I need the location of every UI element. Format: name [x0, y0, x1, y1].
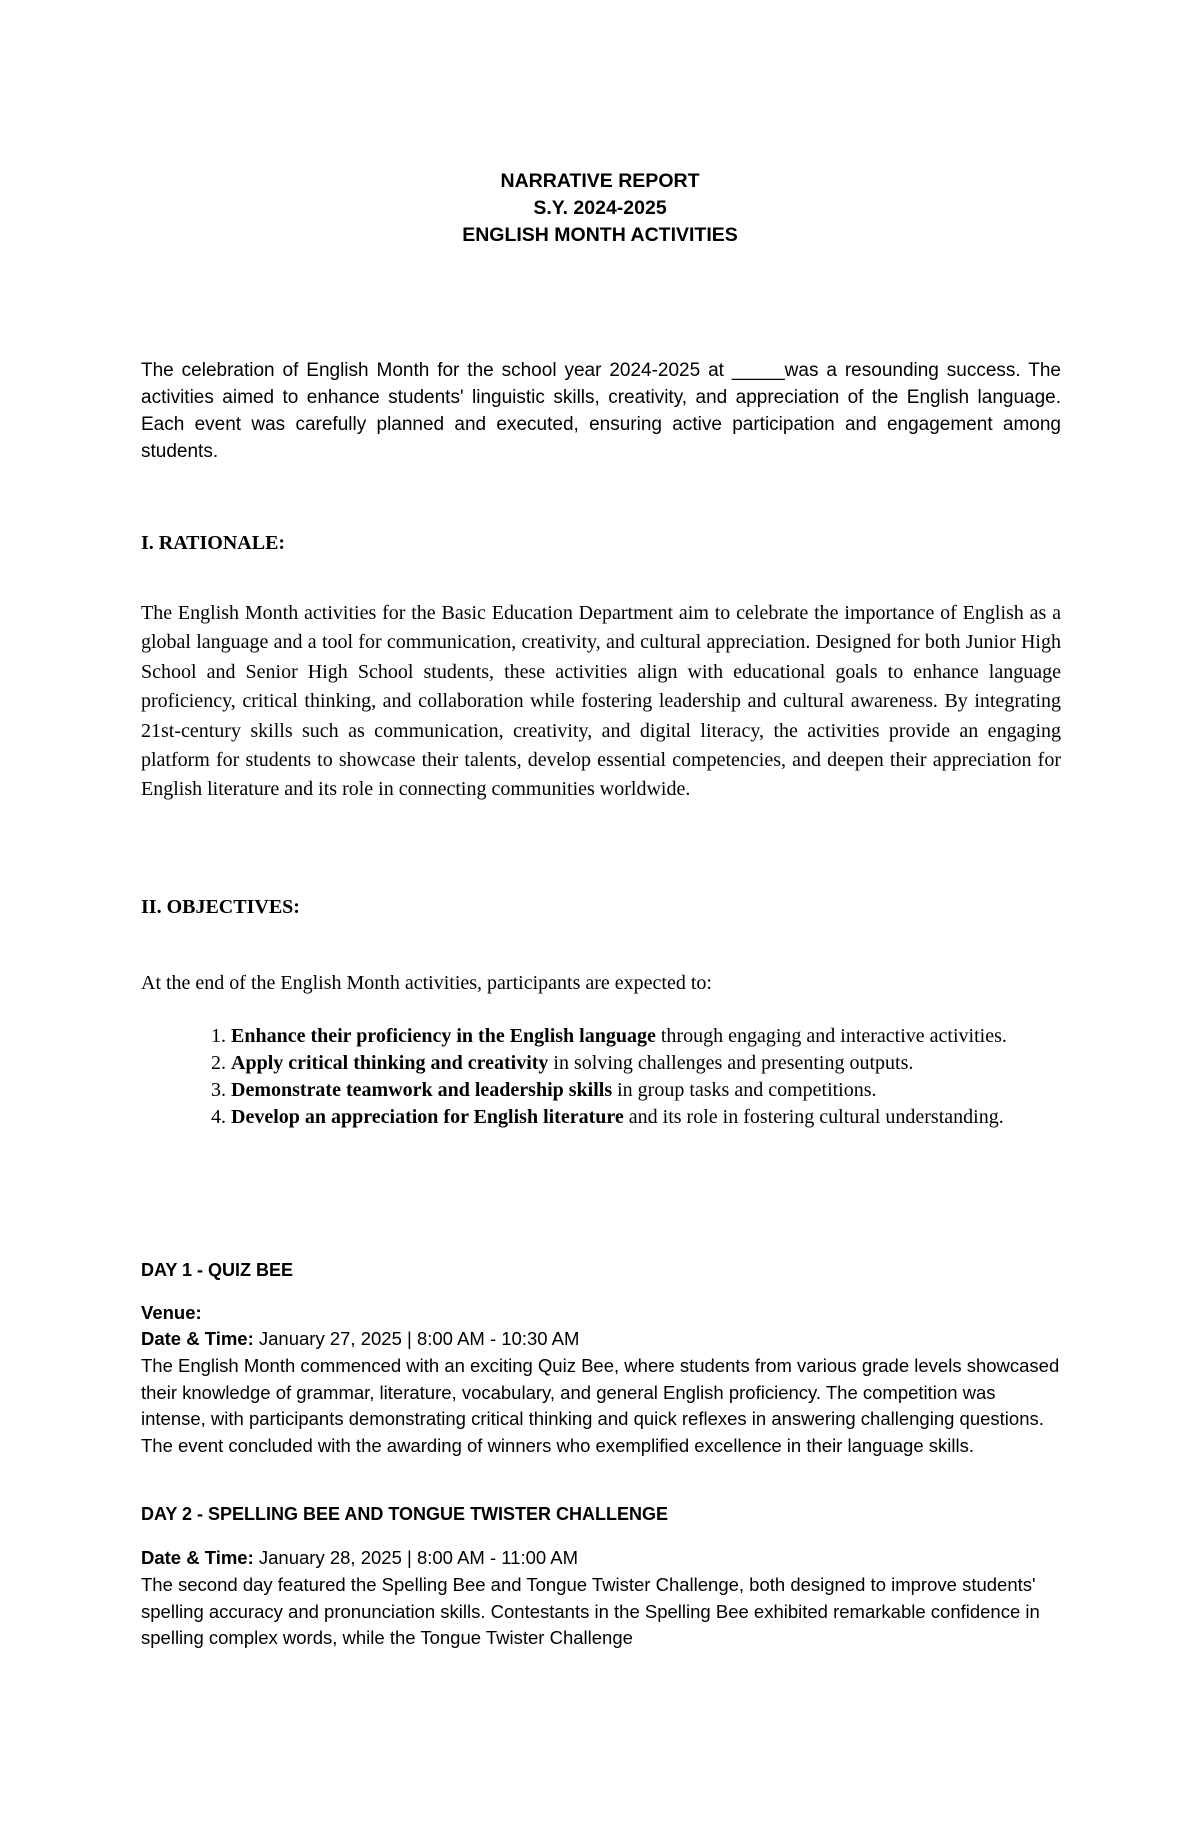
objective-number: 3.: [211, 1079, 231, 1101]
title-line-2: S.Y. 2024-2025: [533, 197, 667, 219]
day2-body: The second day featured the Spelling Bee and Tongue Twister Challenge, both designed to improve students' spelling accuracy and pronunciation skills. Contestants in the Spelling Bee exhibited remarkable confidence in spelling complex words, while the Tongue Twister Challenge: [141, 1574, 1040, 1648]
day1-datetime-label: Date & Time:: [141, 1328, 254, 1349]
objective-rest: in solving challenges and presenting outputs.: [548, 1052, 914, 1074]
objective-bold: Enhance their proficiency in the English language: [231, 1025, 656, 1047]
rationale-paragraph: The English Month activities for the Basic Education Department aim to celebrate the importance of English as a global language and a tool for communication, creativity, and cultural appreciation. Designed for both Junior High School and Senior High School students, these activities align with educational goals to enhance language proficiency, critical thinking, and collaboration while fostering leadership and cultural awareness. By integrating 21st-century skills such as communication, creativity, and digital literacy, the activities provide an engaging platform for students to showcase their talents, develop essential competencies, and deepen their appreciation for English literature and its role in connecting communities worldwide.: [141, 602, 1061, 801]
objective-bold: Demonstrate teamwork and leadership skills: [231, 1079, 613, 1101]
day1-venue-label: Venue:: [141, 1302, 202, 1323]
objective-bold: Apply critical thinking and creativity: [231, 1052, 549, 1074]
report-title: [0, 168, 1200, 249]
objective-rest: through engaging and interactive activities.: [655, 1025, 1007, 1047]
objective-number: 4.: [211, 1106, 231, 1128]
day1-datetime: [141, 1326, 579, 1353]
day2-datetime-value: January 28, 2025 | 8:00 AM - 11:00 AM: [253, 1547, 579, 1568]
rationale-heading: I. RATIONALE:: [141, 532, 286, 554]
objective-item: [211, 1050, 1061, 1077]
objective-number: 2.: [211, 1052, 231, 1074]
objective-number: 1.: [211, 1025, 231, 1047]
day1-datetime-value: January 27, 2025 | 8:00 AM - 10:30 AM: [253, 1328, 580, 1349]
day1-heading: DAY 1 - QUIZ BEE: [141, 1260, 294, 1280]
objective-rest: in group tasks and competitions.: [612, 1079, 877, 1101]
objective-bold: Develop an appreciation for English literature: [231, 1106, 624, 1128]
day1-body: The English Month commenced with an exciting Quiz Bee, where students from various grade levels showcased their knowledge of grammar, literature, vocabulary, and general English proficiency. The competition was intense, with participants demonstrating critical thinking and quick reflexes in answering challenging questions. The event concluded with the awarding of winners who exemplified excellence in their language skills.: [141, 1355, 1060, 1456]
objectives-intro: At the end of the English Month activities, participants are expected to:: [141, 972, 712, 994]
title-line-3: ENGLISH MONTH ACTIVITIES: [462, 224, 738, 246]
day2-datetime: [141, 1545, 578, 1572]
day2-heading: DAY 2 - SPELLING BEE AND TONGUE TWISTER CHALLENGE: [141, 1504, 669, 1524]
objective-item: [211, 1104, 1061, 1131]
objective-item: [211, 1023, 1061, 1050]
intro-paragraph: The celebration of English Month for the school year 2024-2025 at _____was a resounding success. The activities aimed to enhance students' linguistic skills, creativity, and appreciation of the English language. Each event was carefully planned and executed, ensuring active participation and engagement among students.: [141, 360, 1061, 462]
objectives-list: [211, 1023, 1061, 1131]
objectives-heading: II. OBJECTIVES:: [141, 896, 300, 918]
day2-datetime-label: Date & Time:: [141, 1547, 254, 1568]
objective-item: [211, 1077, 1061, 1104]
title-line-1: NARRATIVE REPORT: [500, 170, 700, 192]
objective-rest: and its role in fostering cultural understanding.: [623, 1106, 1004, 1128]
